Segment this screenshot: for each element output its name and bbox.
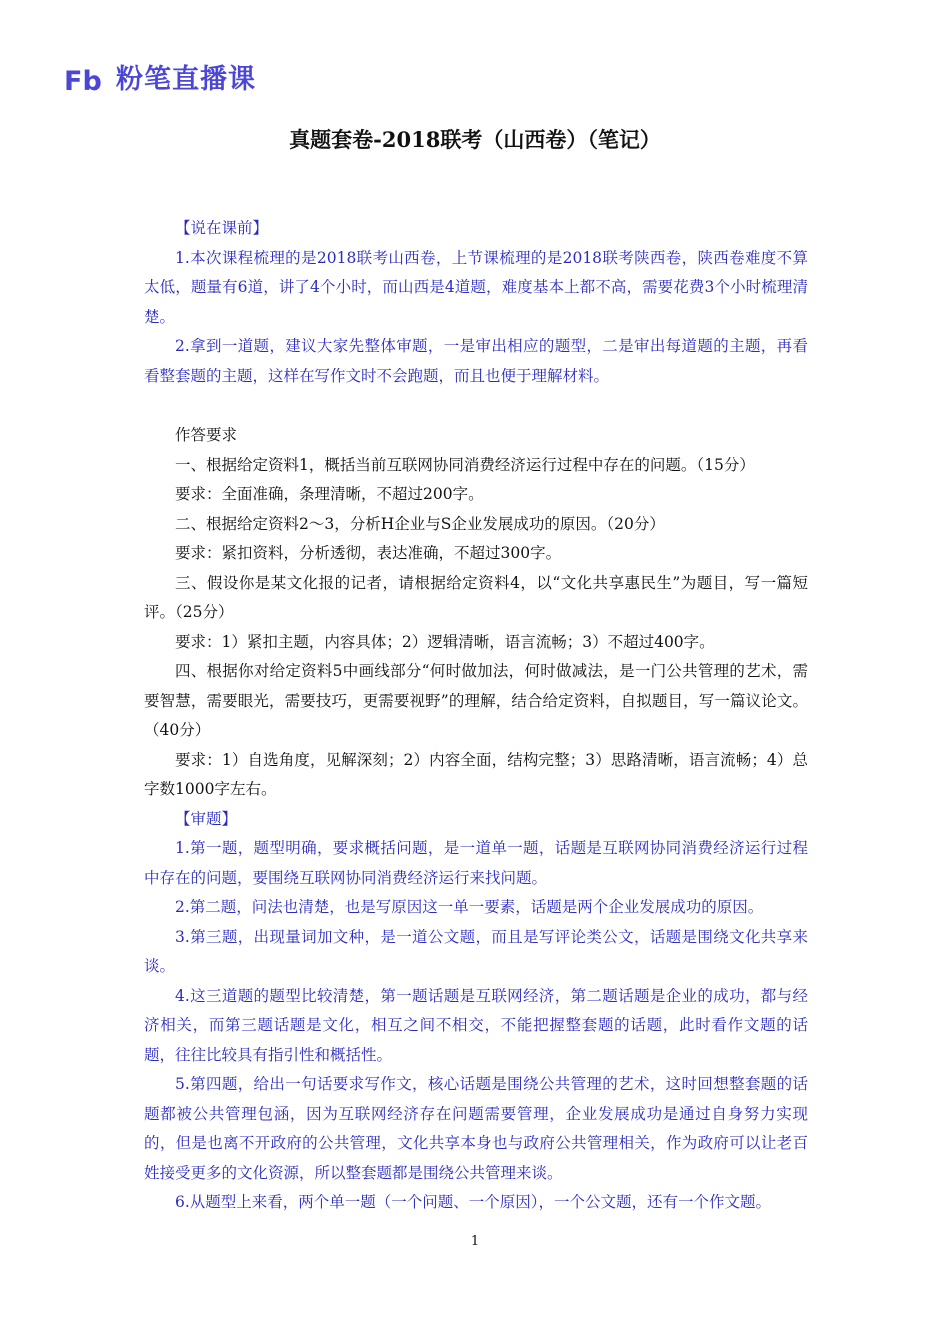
question-1: 一、根据给定资料1，概括当前互联网协同消费经济运行过程中存在的问题。（15分） [175, 455, 755, 474]
review-paragraph: 2.第二题，问法也清楚，也是写原因这一单一要素，话题是两个企业发展成功的原因。 [175, 898, 764, 916]
document-title: 真题套卷-2018联考（山西卷）（笔记） [289, 127, 661, 152]
brand-name: 粉笔直播课 [116, 64, 256, 95]
intro-paragraph: 1.本次课程梳理的是2018联考山西卷，上节课梳理的是2018联考陕西卷，陕西卷难度不算太低，题量有6道，讲了4个小时，而山西是4道题，难度基本上都不高，需要花费3个小时梳理清楚。 [144, 248, 808, 326]
fb-logo-icon [64, 65, 110, 95]
section-spacer [144, 391, 808, 421]
requirements-section [144, 421, 808, 805]
intro-paragraph: 2.拿到一道题，建议大家先整体审题，一是审出相应的题型，二是审出每道题的主题，再看看整套题的主题，这样在写作文时不会跑题，而且也便于理解材料。 [144, 337, 808, 385]
intro-section [144, 214, 808, 391]
question-2-requirement: 要求：紧扣资料，分析透彻，表达准确，不超过300字。 [175, 544, 562, 562]
question-2: 二、根据给定资料2～3，分析H企业与S企业发展成功的原因。（20分） [175, 514, 665, 533]
review-paragraph: 5.第四题，给出一句话要求写作文，核心话题是围绕公共管理的艺术，这时回想整套题的话题都被公共管理包涵，因为互联网经济存在问题需要管理，企业发展成功是通过自身努力实现的，但是也离不开政府的公共管理，文化共享本身也与政府公共管理相关，作为政府可以让老百姓接受更多的文化资源，所以整套题都是围绕公共管理来谈。 [144, 1075, 808, 1182]
page-number: 1 [470, 1234, 480, 1249]
review-paragraph: 1.第一题，题型明确，要求概括问题，是一道单一题，话题是互联网协同消费经济运行过程中存在的问题，要围绕互联网协同消费经济运行来找问题。 [144, 839, 808, 887]
requirements-heading: 作答要求 [175, 426, 238, 444]
question-4: 四、根据你对给定资料5中画线部分“何时做加法，何时做减法，是一门公共管理的艺术，需要智慧，需要眼光，需要技巧，更需要视野”的理解，结合给定资料，自拟题目，写一篇议论文。（40分） [144, 662, 808, 739]
question-1-requirement: 要求：全面准确，条理清晰，不超过200字。 [175, 485, 484, 503]
logo-mark-text: Fb [64, 66, 102, 95]
question-3: 三、假设你是某文化报的记者，请根据给定资料4，以“文化共享惠民生”为题目，写一篇短评。（25分） [144, 573, 808, 621]
review-paragraph: 6.从题型上来看，两个单一题（一个问题、一个原因），一个公文题，还有一个作文题。 [175, 1193, 772, 1211]
question-4-requirement: 要求：1）自选角度，见解深刻；2）内容全面，结构完整；3）思路清晰，语言流畅；4）总字数1000字左右。 [144, 750, 808, 798]
review-heading: 【审题】 [175, 809, 238, 828]
review-paragraph: 4.这三道题的题型比较清楚，第一题话题是互联网经济，第二题话题是企业的成功，都与经济相关，而第三题话题是文化，相互之间不相交，不能把握整套题的话题，此时看作文题的话题，往往比较具有指引性和概括性。 [144, 986, 808, 1064]
brand-logo [64, 62, 256, 98]
review-paragraph: 3.第三题，出现量词加文种，是一道公文题，而且是写评论类公文，话题是围绕文化共享来谈。 [144, 927, 808, 975]
question-3-requirement: 要求：1）紧扣主题，内容具体；2）逻辑清晰，语言流畅；3）不超过400字。 [175, 632, 715, 651]
review-section [144, 805, 808, 1218]
document-body [144, 214, 808, 1218]
intro-heading: 【说在课前】 [175, 219, 269, 237]
